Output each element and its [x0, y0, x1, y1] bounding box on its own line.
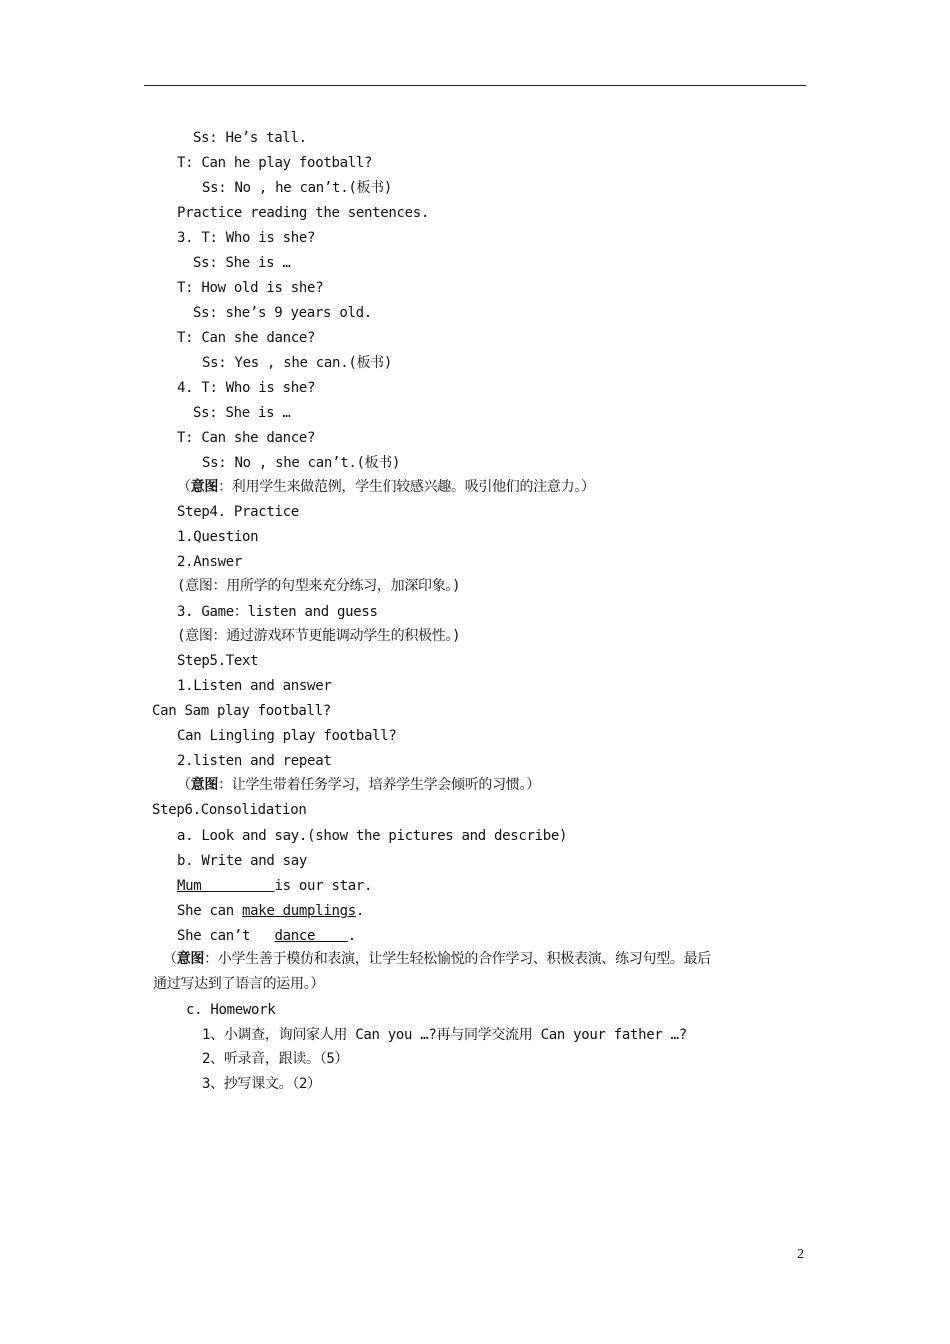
- line-text: Can Lingling play football?: [177, 728, 397, 744]
- text-line: [177, 726, 396, 746]
- text-line: [202, 1049, 348, 1069]
- line-text: c. Homework: [186, 1002, 276, 1018]
- line-text: (意图：用所学的句型来充分练习，加深印象。): [177, 578, 461, 594]
- text-line: [177, 826, 567, 846]
- text-line: [177, 602, 378, 622]
- text-line: [177, 901, 364, 921]
- text-line: [177, 626, 460, 646]
- line-text: Can Sam play football?: [152, 703, 331, 719]
- text-line: [202, 178, 392, 198]
- line-text: Ss: she’s 9 years old.: [193, 305, 372, 321]
- line-text: 2.listen and repeat: [177, 753, 332, 769]
- line-prefix: （: [163, 951, 177, 967]
- text-line: [177, 378, 315, 398]
- line-text: 3、抄写课文。（2）: [202, 1076, 321, 1092]
- text-line: [177, 775, 540, 795]
- line-prefix: She can’t: [177, 928, 275, 944]
- text-line: [153, 974, 324, 994]
- text-line: [177, 502, 299, 522]
- line-text: ：小学生善于模仿和表演，让学生轻松愉悦的合作学习、积极表演、练习句型。最后: [204, 951, 712, 967]
- text-line: [193, 253, 291, 273]
- line-text: Step6.Consolidation: [152, 802, 307, 818]
- page-number: 2: [797, 1247, 804, 1262]
- line-text: ：让学生带着任务学习，培养学生学会倾听的习惯。）: [218, 777, 540, 793]
- line-text: 2、听录音，跟读。（5）: [202, 1051, 349, 1067]
- line-text: 1.Question: [177, 529, 259, 545]
- line-text: (意图：通过游戏环节更能调动学生的积极性。): [177, 628, 461, 644]
- text-line: [177, 876, 372, 896]
- line-text: Practice reading the sentences.: [177, 205, 429, 221]
- line-text: Step4. Practice: [177, 504, 299, 520]
- line-text: Ss: He’s tall.: [193, 130, 307, 146]
- line-text: Ss: She is …: [193, 405, 291, 421]
- header-rule: [144, 85, 806, 86]
- line-text: T: Can he play football?: [177, 155, 373, 171]
- text-line: [177, 926, 356, 946]
- line-text: 3. Game：listen and guess: [177, 604, 378, 620]
- line-prefix: She can: [177, 903, 243, 919]
- line-text: is our star.: [274, 878, 373, 894]
- text-line: [152, 800, 306, 820]
- text-line: [177, 228, 315, 248]
- text-line: [177, 328, 315, 348]
- line-text: a. Look and say.(show the pictures and describe): [177, 828, 568, 844]
- text-line: [177, 851, 307, 871]
- line-text: Step5.Text: [177, 653, 259, 669]
- line-text: .: [355, 903, 364, 919]
- fill-in-blank: make dumplings: [242, 903, 356, 919]
- line-prefix: （: [177, 479, 191, 495]
- text-line: [202, 453, 400, 473]
- text-line: [177, 751, 331, 771]
- line-text: T: How old is she?: [177, 280, 324, 296]
- text-line: [177, 477, 595, 497]
- text-line: [193, 128, 307, 148]
- fill-in-blank: Mum: [177, 878, 275, 894]
- text-line: [177, 278, 323, 298]
- intent-label: 意图: [176, 951, 205, 967]
- line-text: Ss: She is …: [193, 255, 291, 271]
- text-line: [202, 1025, 687, 1045]
- text-line: [177, 527, 258, 547]
- line-text: 通过写达到了语言的运用。）: [153, 976, 325, 992]
- line-text: 2.Answer: [177, 554, 243, 570]
- text-line: [152, 701, 331, 721]
- text-line: [177, 428, 315, 448]
- line-prefix: （: [177, 777, 191, 793]
- line-text: 1.Listen and answer: [177, 678, 332, 694]
- text-line: [193, 303, 372, 323]
- text-line: [193, 403, 291, 423]
- line-text: Ss: No , she can’t.(板书): [202, 455, 401, 471]
- line-text: T: Can she dance?: [177, 430, 316, 446]
- text-line: [177, 651, 258, 671]
- text-line: [186, 1000, 275, 1020]
- text-line: [177, 676, 331, 696]
- text-line: [202, 1074, 321, 1094]
- intent-label: 意图: [190, 479, 219, 495]
- text-line: [177, 153, 372, 173]
- line-text: 1、小调查，询问家人用 Can you …?再与同学交流用 Can your father …?: [202, 1027, 687, 1043]
- text-line: [202, 353, 392, 373]
- text-line: [163, 949, 711, 969]
- text-line: [177, 576, 460, 596]
- line-text: 3. T: Who is she?: [177, 230, 316, 246]
- line-text: T: Can she dance?: [177, 330, 316, 346]
- line-text: .: [347, 928, 356, 944]
- line-text: Ss: Yes , she can.(板书): [202, 355, 392, 371]
- text-line: [177, 203, 429, 223]
- line-text: 4. T: Who is she?: [177, 380, 316, 396]
- intent-label: 意图: [190, 777, 219, 793]
- line-text: b. Write and say: [177, 853, 308, 869]
- text-line: [177, 552, 242, 572]
- line-text: Ss: No , he can’t.(板书): [202, 180, 392, 196]
- line-text: ：利用学生来做范例，学生们较感兴趣。吸引他们的注意力。）: [218, 479, 595, 495]
- fill-in-blank: dance: [274, 928, 348, 944]
